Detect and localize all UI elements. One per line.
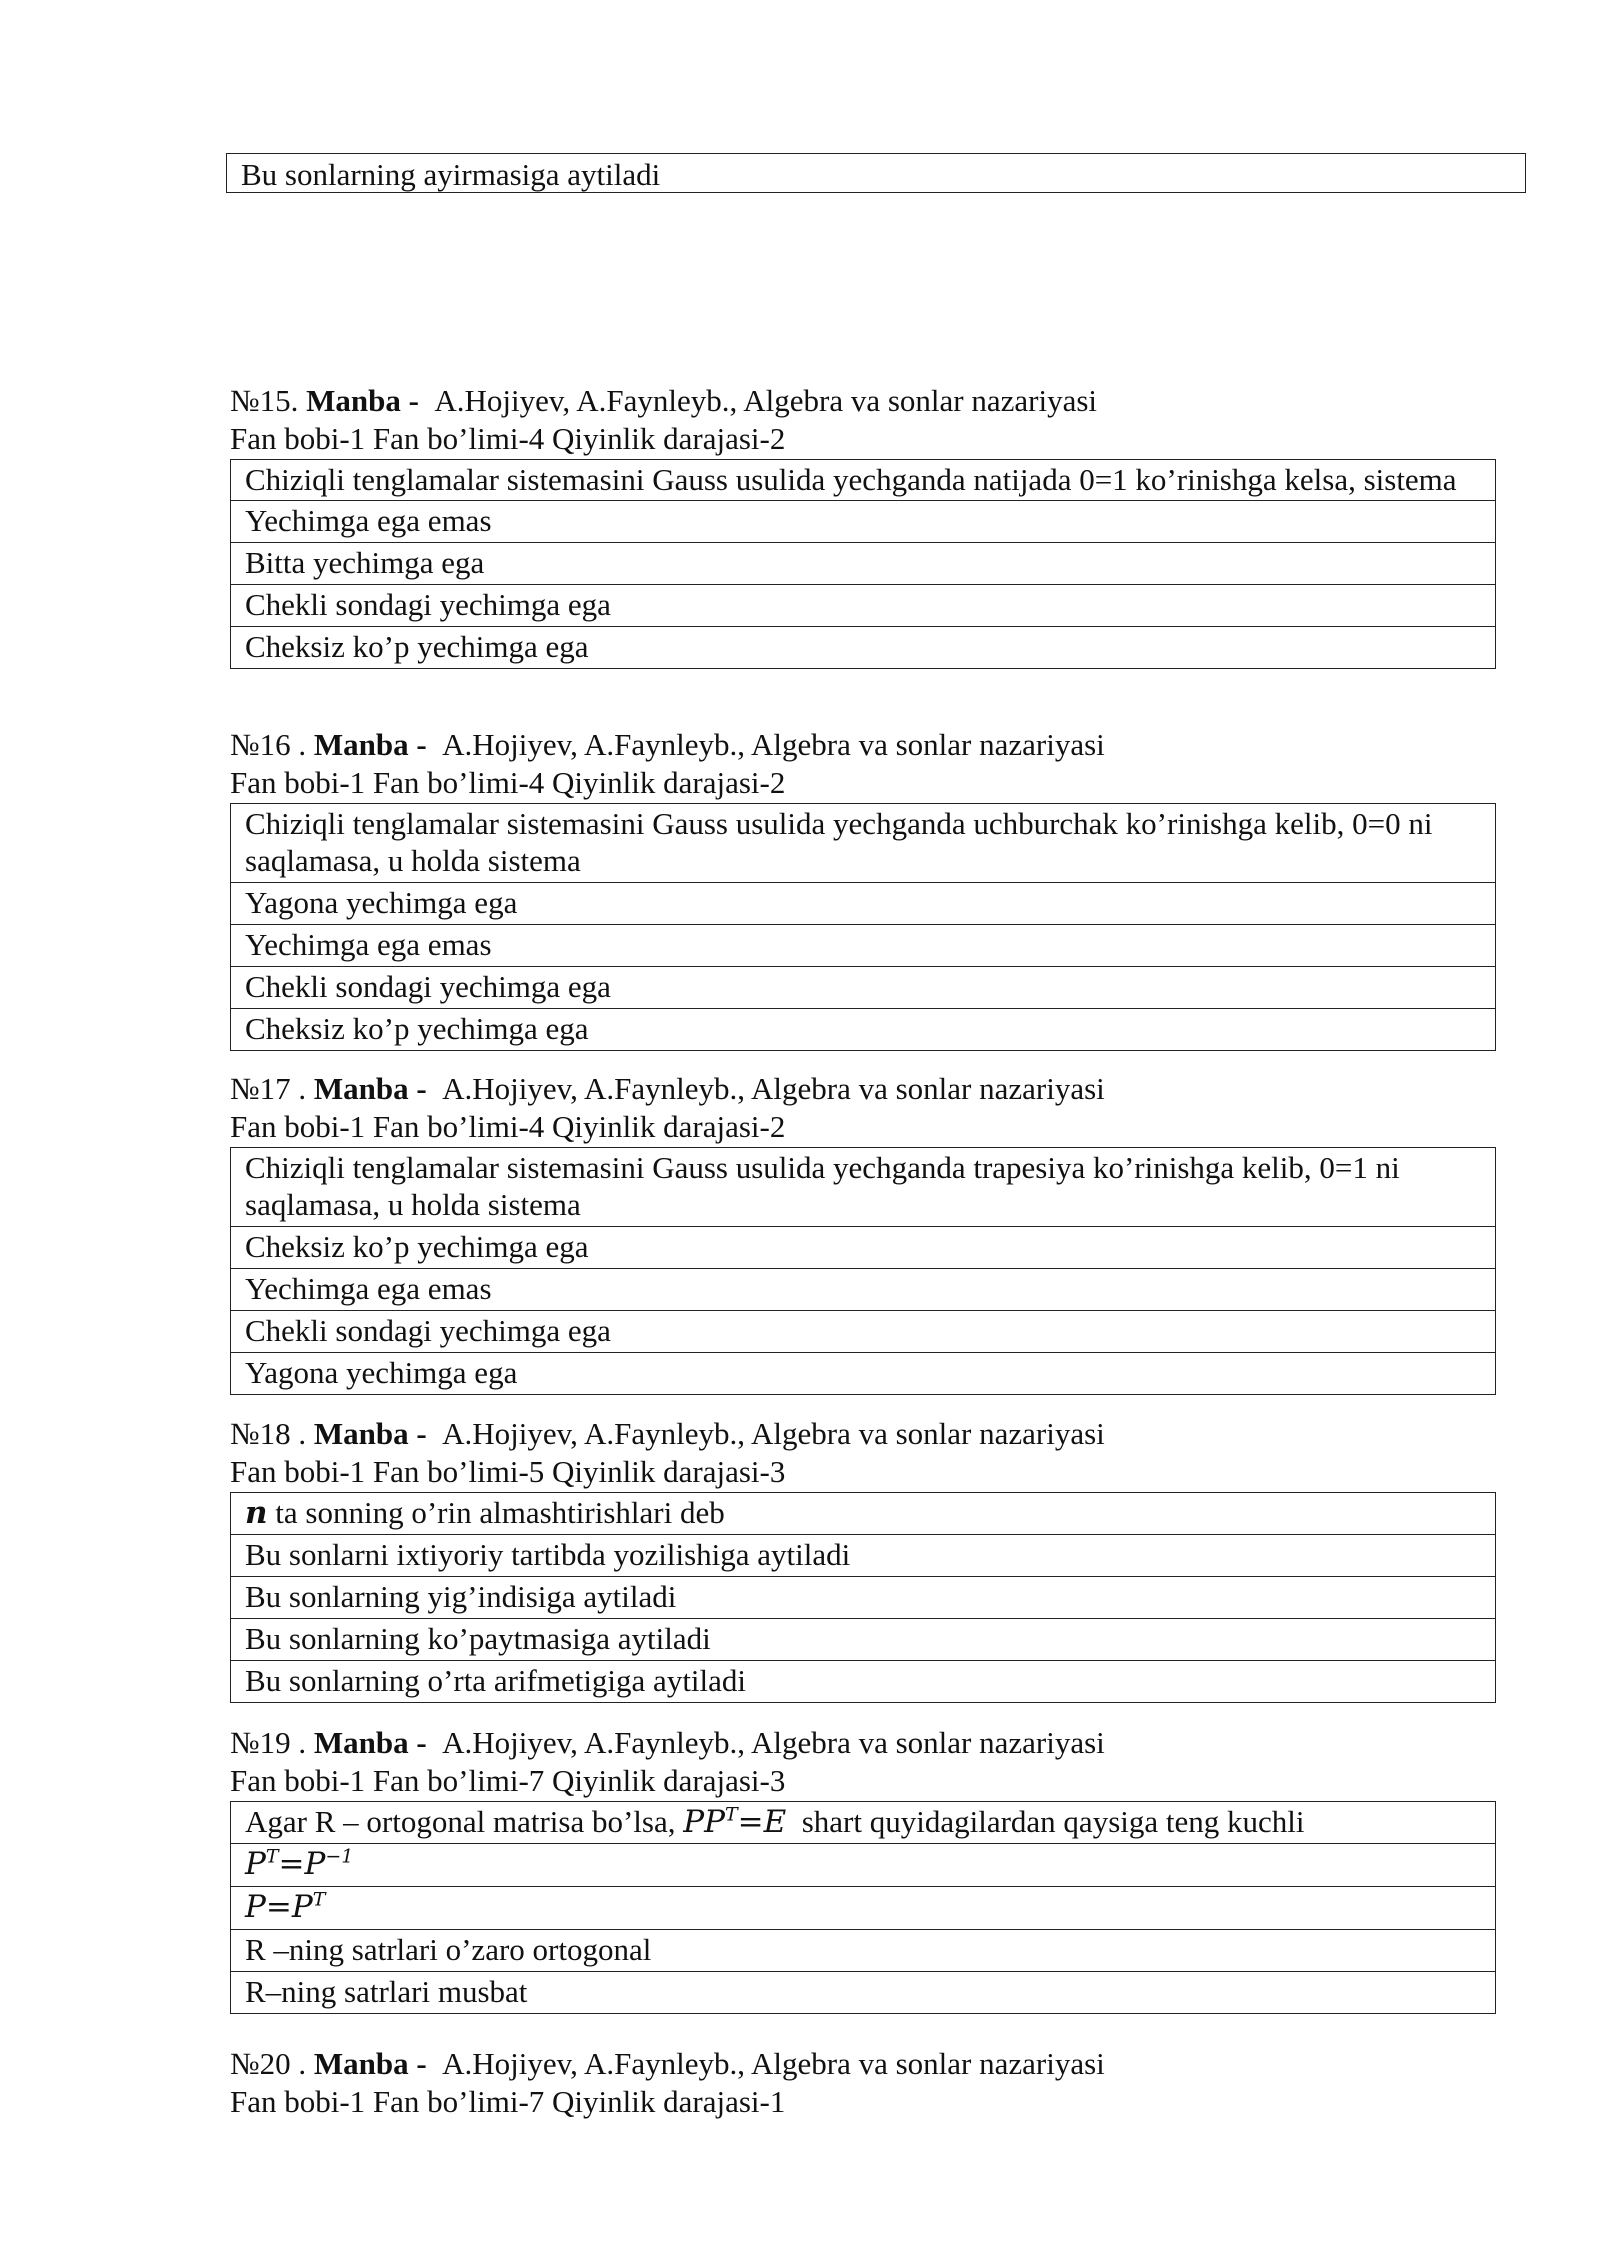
answer-option: Bu sonlarning o’rta arifmetigiga aytiladi xyxy=(231,1660,1496,1702)
answer-table xyxy=(230,1147,1496,1395)
question-header xyxy=(230,2045,1490,2083)
manba-label: Manba - xyxy=(313,1071,427,1106)
source-text: A.Hojiyev, A.Faynleyb., Algebra va sonlar nazariyasi xyxy=(442,1416,1105,1451)
answer-option: Chekli sondagi yechimga ega xyxy=(231,1310,1496,1352)
variable-n: n xyxy=(245,1494,268,1531)
answer-option: R –ning satrlari o’zaro ortogonal xyxy=(231,1930,1496,1972)
question-block-16 xyxy=(230,726,1490,1051)
question-number: №15. xyxy=(230,383,299,418)
question-number: №18 . xyxy=(230,1416,307,1451)
question-number: №19 . xyxy=(230,1725,307,1760)
answer-table xyxy=(230,459,1496,669)
answer-option: Chekli sondagi yechimga ega xyxy=(231,585,1496,627)
question-header xyxy=(230,382,1490,420)
manba-label: Manba - xyxy=(313,1416,427,1451)
answer-option: Bu sonlarning ko’paytmasiga aytiladi xyxy=(231,1619,1496,1661)
question-meta: Fan bobi-1 Fan bo’limi-4 Qiyinlik darajasi-2 xyxy=(230,420,786,456)
question-text-pre: Agar R – ortogonal matrisa bo’lsa, xyxy=(245,1803,676,1839)
answer-option xyxy=(231,1887,1496,1930)
question-header xyxy=(230,1070,1490,1108)
source-text: A.Hojiyev, A.Faynleyb., Algebra va sonlar nazariyasi xyxy=(442,727,1105,762)
answer-option: Cheksiz ko’p yechimga ega xyxy=(231,1227,1496,1269)
answer-option: Cheksiz ko’p yechimga ega xyxy=(231,626,1496,668)
question-text xyxy=(231,1801,1496,1844)
manba-label: Manba - xyxy=(313,2046,427,2081)
answer-option: Yechimga ega emas xyxy=(231,501,1496,543)
manba-label: Manba - xyxy=(313,727,427,762)
question-text: Chiziqli tenglamalar sistemasini Gauss usulida yechganda uchburchak ko’rinishga kelib, 0=0 ni saqlamasa, u holda sistema xyxy=(231,803,1496,883)
question-block-15 xyxy=(230,382,1490,669)
question-block-17 xyxy=(230,1070,1490,1395)
answer-option: Bitta yechimga ega xyxy=(231,543,1496,585)
question-text: Chiziqli tenglamalar sistemasini Gauss usulida yechganda natijada 0=1 ko’rinishga kelsa, sistema xyxy=(231,459,1496,501)
question-number: №20 . xyxy=(230,2046,307,2081)
answer-option: Bu sonlarni ixtiyoriy tartibda yozilishiga aytiladi xyxy=(231,1535,1496,1577)
answer-option xyxy=(231,1844,1496,1887)
answer-option: Yagona yechimga ega xyxy=(231,883,1496,925)
manba-label: Manba - xyxy=(306,383,419,418)
formula: $P^T=P^{-1}$ xyxy=(245,1846,354,1883)
formula: $PP^T=E$ xyxy=(683,1803,787,1840)
answer-option: Bu sonlarning yig’indisiga aytiladi xyxy=(231,1577,1496,1619)
source-text: A.Hojiyev, A.Faynleyb., Algebra va sonlar nazariyasi xyxy=(434,383,1098,418)
question-block-20 xyxy=(230,2045,1490,2121)
question-text-post: shart quyidagilardan qaysiga teng kuchli xyxy=(801,1803,1305,1839)
answer-text: Bu sonlarning ayirmasiga aytiladi xyxy=(241,157,661,192)
question-text: Chiziqli tenglamalar sistemasini Gauss usulida yechganda trapesiya ko’rinishga kelib, 0=1 ni saqlamasa, u holda sistema xyxy=(231,1147,1496,1227)
question-meta: Fan bobi-1 Fan bo’limi-4 Qiyinlik darajasi-2 xyxy=(230,1108,786,1144)
source-text: A.Hojiyev, A.Faynleyb., Algebra va sonlar nazariyasi xyxy=(442,1071,1105,1106)
manba-label: Manba - xyxy=(313,1725,427,1760)
question-text xyxy=(231,1492,1496,1535)
source-text: A.Hojiyev, A.Faynleyb., Algebra va sonlar nazariyasi xyxy=(442,1725,1105,1760)
question-meta: Fan bobi-1 Fan bo’limi-7 Qiyinlik darajasi-1 xyxy=(230,2083,786,2119)
question-header xyxy=(230,726,1490,764)
question-block-19 xyxy=(230,1724,1490,2014)
answer-table xyxy=(230,1801,1496,2014)
question-text-body: ta sonning o’rin almashtirishlari deb xyxy=(267,1494,725,1530)
question-header xyxy=(230,1415,1490,1453)
answer-option: Chekli sondagi yechimga ega xyxy=(231,966,1496,1008)
answer-option: Yagona yechimga ega xyxy=(231,1352,1496,1394)
answer-option: Cheksiz ko’p yechimga ega xyxy=(231,1008,1496,1050)
previous-answer-fragment xyxy=(226,153,1526,193)
question-meta: Fan bobi-1 Fan bo’limi-5 Qiyinlik darajasi-3 xyxy=(230,1453,786,1489)
answer-table xyxy=(230,1492,1496,1703)
question-header xyxy=(230,1724,1490,1762)
answer-table xyxy=(230,803,1496,1051)
answer-option: R–ning satrlari musbat xyxy=(231,1971,1496,2013)
question-meta: Fan bobi-1 Fan bo’limi-4 Qiyinlik darajasi-2 xyxy=(230,764,786,800)
question-number: №16 . xyxy=(230,727,307,762)
question-meta: Fan bobi-1 Fan bo’limi-7 Qiyinlik darajasi-3 xyxy=(230,1762,786,1798)
source-text: A.Hojiyev, A.Faynleyb., Algebra va sonlar nazariyasi xyxy=(442,2046,1105,2081)
question-block-18 xyxy=(230,1415,1490,1703)
answer-option: Yechimga ega emas xyxy=(231,1269,1496,1311)
answer-option: Yechimga ega emas xyxy=(231,925,1496,967)
question-number: №17 . xyxy=(230,1071,307,1106)
formula: $P=P^T$ xyxy=(245,1888,326,1926)
